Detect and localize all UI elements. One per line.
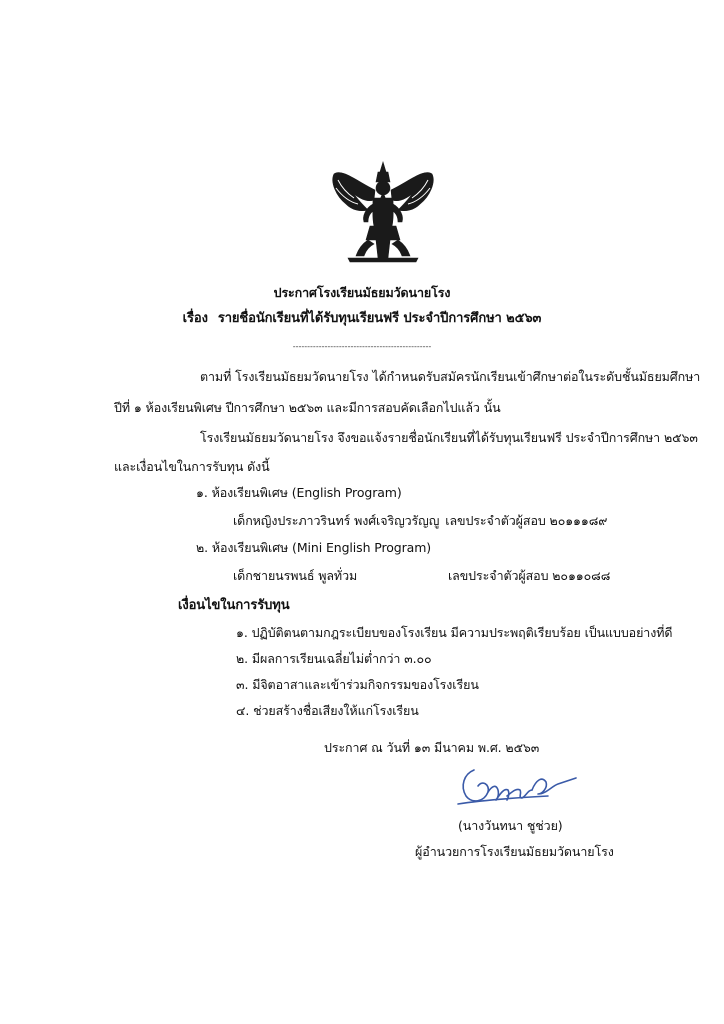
paragraph-1-line-1: ตามที่ โรงเรียนมัธยมวัดนายโรง ได้กำหนดรับสมัครนักเรียนเข้าศึกษาต่อในระดับชั้นมัธยมศึกษา <box>200 369 701 384</box>
conditions-heading: เงื่อนไขในการรับทุน <box>178 598 290 613</box>
subject-text: รายชื่อนักเรียนที่ได้รับทุนเรียนฟรี ประจำปีการศึกษา ๒๕๖๓ <box>217 311 542 326</box>
subject-label: เรื่อง <box>182 311 208 326</box>
condition-item-3: ๓. มีจิตอาสาและเข้าร่วมกิจกรรมของโรงเรียน <box>236 677 479 692</box>
recipient-1-entry <box>233 513 607 529</box>
recipient-1-name: เด็กหญิงประภาวรินทร์ พงศ์เจริญวรัญญู <box>233 513 440 528</box>
handwritten-signature <box>452 760 584 818</box>
recipient-2-exam-id: เลขประจำตัวผู้สอบ ๒๐๑๑๐๘๘ <box>448 568 611 583</box>
recipient-2-heading: ๒. ห้องเรียนพิเศษ (Mini English Program) <box>196 540 432 555</box>
paragraph-2-line-2: และเงื่อนไขในการรับทุน ดังนี้ <box>114 459 270 474</box>
signer-name: (นางวันทนา ชูช่วย) <box>458 818 563 833</box>
condition-item-2: ๒. มีผลการเรียนเฉลี่ยไม่ต่ำกว่า ๓.๐๐ <box>236 651 432 666</box>
paragraph-1-line-2: ปีที่ ๑ ห้องเรียนพิเศษ ปีการศึกษา ๒๕๖๓ และมีการสอบคัดเลือกไปแล้ว นั้น <box>114 400 501 415</box>
document-subject <box>0 311 724 327</box>
document-title: ประกาศโรงเรียนมัธยมวัดนายโรง <box>273 285 451 300</box>
recipient-2-name: เด็กชายนรพนธ์ พูลทั่วม <box>233 568 358 583</box>
title-divider: ------------------------------------------------ <box>292 342 432 351</box>
paragraph-2-line-1: โรงเรียนมัธยมวัดนายโรง จึงขอแจ้งรายชื่อนักเรียนที่ได้รับทุนเรียนฟรี ประจำปีการศึกษา ๒๕๖๓ <box>200 430 698 445</box>
recipient-1-heading: ๑. ห้องเรียนพิเศษ (English Program) <box>196 485 402 500</box>
recipient-1-exam-id: เลขประจำตัวผู้สอบ ๒๐๑๑๑๘๙ <box>445 513 608 528</box>
garuda-emblem-icon <box>328 160 438 265</box>
announcement-date: ประกาศ ณ วันที่ ๑๓ มีนาคม พ.ศ. ๒๕๖๓ <box>324 740 540 755</box>
signer-position: ผู้อำนวยการโรงเรียนมัธยมวัดนายโรง <box>415 844 614 859</box>
condition-item-4: ๔. ช่วยสร้างชื่อเสียงให้แก่โรงเรียน <box>236 703 419 718</box>
condition-item-1: ๑. ปฏิบัติตนตามกฎระเบียบของโรงเรียน มีความประพฤติเรียบร้อย เป็นแบบอย่างที่ดี <box>236 625 673 640</box>
